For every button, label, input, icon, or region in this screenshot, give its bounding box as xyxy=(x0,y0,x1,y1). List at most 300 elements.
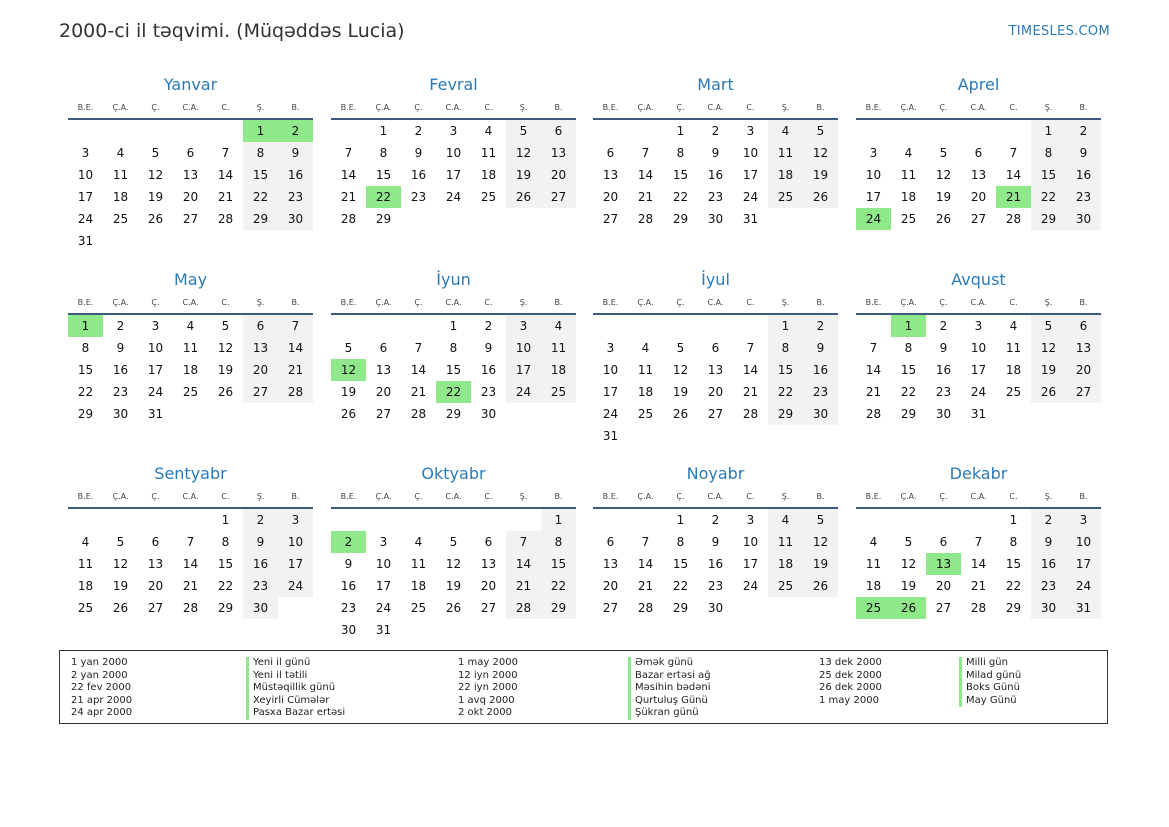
day-cell: 28 xyxy=(410,407,427,421)
day-cell: 3 xyxy=(379,535,388,549)
week-row xyxy=(68,164,313,186)
day-cell: 12 xyxy=(672,363,689,377)
day-cell: 7 xyxy=(974,535,983,549)
legend-names-1 xyxy=(246,657,345,720)
day-cell: 16 xyxy=(278,164,313,186)
day-cell: 26 xyxy=(445,601,462,615)
legend-date: 13 dek 2000 xyxy=(819,657,882,668)
day-cell: 23 xyxy=(1031,575,1066,597)
month-block xyxy=(593,72,838,230)
day-cell: 22 xyxy=(768,381,803,403)
day-cell: 1 xyxy=(379,124,388,138)
day-cell: 7 xyxy=(344,146,353,160)
legend-names-2 xyxy=(628,657,711,720)
weekday-label: C.A. xyxy=(707,492,724,501)
day-cell: 26 xyxy=(217,385,234,399)
legend-holiday-name: Milad günü xyxy=(966,669,1022,681)
week-row xyxy=(593,164,838,186)
weekday-header xyxy=(68,293,313,315)
weekday-label: B. xyxy=(291,492,300,501)
day-cell: 20 xyxy=(602,190,619,204)
day-cell: 5 xyxy=(939,146,948,160)
weekday-label: C. xyxy=(221,492,230,501)
weekday-label: Ş. xyxy=(1044,492,1053,501)
day-cell: 22 xyxy=(672,190,689,204)
week-row xyxy=(856,403,1101,425)
weekday-header xyxy=(331,293,576,315)
weekday-label: Ç. xyxy=(939,492,948,501)
day-cell xyxy=(103,230,138,252)
day-cell: 21 xyxy=(742,385,759,399)
day-cell: 12 xyxy=(803,531,838,553)
weekday-label: C. xyxy=(1009,103,1018,112)
day-cell: 12 xyxy=(506,142,541,164)
week-row xyxy=(856,531,1101,553)
day-cell xyxy=(103,509,138,531)
day-cell xyxy=(68,509,103,531)
day-cell: 27 xyxy=(147,601,164,615)
day-cell: 20 xyxy=(970,190,987,204)
day-cell: 5 xyxy=(904,535,913,549)
day-cell xyxy=(436,619,471,641)
holiday-day-cell: 26 xyxy=(891,597,926,619)
weekday-label: C.A. xyxy=(707,103,724,112)
weekday-label: C. xyxy=(1009,298,1018,307)
week-row xyxy=(331,619,576,641)
day-cell: 30 xyxy=(707,212,724,226)
day-cell: 6 xyxy=(243,315,278,337)
day-cell: 25 xyxy=(768,575,803,597)
day-cell: 8 xyxy=(221,535,230,549)
day-cell: 14 xyxy=(742,363,759,377)
day-cell: 4 xyxy=(541,315,576,337)
day-cell: 14 xyxy=(1005,168,1022,182)
day-cell: 16 xyxy=(112,363,129,377)
month-name: Sentyabr xyxy=(154,464,227,483)
day-cell: 23 xyxy=(707,190,724,204)
day-cell: 6 xyxy=(186,146,195,160)
day-cell: 24 xyxy=(77,212,94,226)
day-cell: 15 xyxy=(445,363,462,377)
legend-holiday-name: Yeni il tətili xyxy=(253,669,308,681)
day-cell xyxy=(208,120,243,142)
day-cell: 11 xyxy=(112,168,129,182)
day-cell: 17 xyxy=(1066,553,1101,575)
week-row xyxy=(331,315,576,337)
day-cell: 17 xyxy=(742,168,759,182)
day-cell: 10 xyxy=(278,531,313,553)
day-cell: 15 xyxy=(541,553,576,575)
day-cell: 30 xyxy=(1066,208,1101,230)
holiday-day-cell: 1 xyxy=(891,315,926,337)
day-cell: 15 xyxy=(243,164,278,186)
day-cell: 22 xyxy=(243,186,278,208)
weekday-label: C. xyxy=(746,492,755,501)
week-row xyxy=(68,403,313,425)
weekday-label: C.A. xyxy=(445,298,462,307)
day-cell: 23 xyxy=(243,575,278,597)
day-cell: 26 xyxy=(340,407,357,421)
day-cell: 21 xyxy=(340,190,357,204)
day-cell: 4 xyxy=(186,319,195,333)
month-name: İyun xyxy=(436,270,471,289)
day-cell xyxy=(803,208,838,230)
weekday-header xyxy=(856,293,1101,315)
weekday-label: B.E. xyxy=(340,492,357,501)
legend-holiday-name: Məsihin bədəni xyxy=(635,682,711,694)
day-cell: 16 xyxy=(1031,553,1066,575)
week-row xyxy=(856,381,1101,403)
week-row xyxy=(593,381,838,403)
weekday-header xyxy=(68,98,313,120)
day-cell: 11 xyxy=(637,363,654,377)
day-cell: 17 xyxy=(602,385,619,399)
week-row xyxy=(331,337,576,359)
weekday-label: C.A. xyxy=(445,103,462,112)
month-name: Oktyabr xyxy=(421,464,486,483)
day-cell: 24 xyxy=(278,575,313,597)
weekday-label: Ş. xyxy=(781,298,790,307)
day-cell xyxy=(698,315,733,337)
day-cell: 2 xyxy=(484,319,493,333)
day-cell: 11 xyxy=(768,142,803,164)
weekday-header xyxy=(593,293,838,315)
weekday-label: C. xyxy=(484,492,493,501)
day-cell: 24 xyxy=(445,190,462,204)
week-row xyxy=(331,381,576,403)
day-cell: 28 xyxy=(970,601,987,615)
legend-holiday-name: Qurtuluş Günü xyxy=(635,694,708,706)
weekday-label: Ç.A. xyxy=(900,103,917,112)
day-cell: 12 xyxy=(445,557,462,571)
weekday-label: Ç.A. xyxy=(375,298,392,307)
weekday-label: Ç.A. xyxy=(637,492,654,501)
month-block xyxy=(68,72,313,252)
day-cell: 10 xyxy=(742,146,759,160)
weekday-label: Ç. xyxy=(676,103,685,112)
day-cell: 3 xyxy=(506,315,541,337)
legend-date: 22 iyn 2000 xyxy=(458,682,518,694)
day-cell: 25 xyxy=(410,601,427,615)
day-cell: 7 xyxy=(641,535,650,549)
day-cell: 31 xyxy=(742,212,759,226)
weekday-label: C.A. xyxy=(970,103,987,112)
day-cell xyxy=(138,230,173,252)
day-cell: 30 xyxy=(480,407,497,421)
day-cell: 19 xyxy=(1031,359,1066,381)
day-cell: 9 xyxy=(116,341,125,355)
day-cell xyxy=(173,403,208,425)
legend-holiday-name: Pasxa Bazar ertəsi xyxy=(253,707,346,719)
day-cell: 16 xyxy=(410,168,427,182)
day-cell: 9 xyxy=(803,337,838,359)
day-cell: 4 xyxy=(484,124,493,138)
day-cell: 30 xyxy=(112,407,129,421)
day-cell xyxy=(768,597,803,619)
day-cell: 27 xyxy=(970,212,987,226)
day-cell: 24 xyxy=(506,381,541,403)
weekday-label: C. xyxy=(221,298,230,307)
day-cell: 23 xyxy=(112,385,129,399)
holiday-day-cell: 1 xyxy=(243,120,278,142)
week-row xyxy=(68,208,313,230)
day-cell: 17 xyxy=(865,190,882,204)
day-cell: 21 xyxy=(410,385,427,399)
day-cell: 26 xyxy=(147,212,164,226)
week-row xyxy=(68,381,313,403)
weekday-header xyxy=(331,487,576,509)
day-cell: 21 xyxy=(970,579,987,593)
weekday-label: B.E. xyxy=(865,103,882,112)
day-cell: 10 xyxy=(865,168,882,182)
day-cell xyxy=(663,425,698,447)
day-cell: 9 xyxy=(344,557,353,571)
month-block xyxy=(593,461,838,619)
day-cell: 10 xyxy=(445,146,462,160)
day-cell: 2 xyxy=(803,315,838,337)
day-cell: 15 xyxy=(1005,557,1022,571)
weekday-label: Ş. xyxy=(1044,298,1053,307)
weekday-label: Ç. xyxy=(151,103,160,112)
month-block xyxy=(593,267,838,447)
month-block xyxy=(331,72,576,230)
day-cell: 28 xyxy=(637,601,654,615)
day-cell: 27 xyxy=(375,407,392,421)
week-row xyxy=(331,597,576,619)
day-cell: 3 xyxy=(449,124,458,138)
weekday-label: Ş. xyxy=(781,492,790,501)
day-cell: 13 xyxy=(602,168,619,182)
weekday-label: Ç.A. xyxy=(900,492,917,501)
day-cell: 13 xyxy=(147,557,164,571)
day-cell: 9 xyxy=(484,341,493,355)
day-cell: 23 xyxy=(278,186,313,208)
legend-holiday-name: Bazar ertəsi ağ xyxy=(635,669,711,681)
day-cell: 27 xyxy=(480,601,497,615)
weekday-label: Ş. xyxy=(256,103,265,112)
day-cell xyxy=(733,315,768,337)
day-cell xyxy=(173,230,208,252)
day-cell: 24 xyxy=(742,190,759,204)
day-cell: 8 xyxy=(904,341,913,355)
day-cell: 10 xyxy=(1066,531,1101,553)
day-cell: 6 xyxy=(541,120,576,142)
day-cell: 8 xyxy=(449,341,458,355)
week-row xyxy=(68,186,313,208)
weekday-label: B. xyxy=(554,103,563,112)
day-cell: 5 xyxy=(676,341,685,355)
day-cell: 6 xyxy=(1066,315,1101,337)
weekday-label: B.E. xyxy=(602,298,619,307)
day-cell xyxy=(173,509,208,531)
weekday-label: B. xyxy=(1079,492,1088,501)
day-cell: 9 xyxy=(1031,531,1066,553)
day-cell: 25 xyxy=(1005,385,1022,399)
legend-holiday-name: Şükran günü xyxy=(635,707,699,719)
legend-date: 1 yan 2000 xyxy=(71,657,128,668)
day-cell: 2 xyxy=(939,319,948,333)
day-cell: 12 xyxy=(1031,337,1066,359)
day-cell: 15 xyxy=(768,359,803,381)
day-cell: 9 xyxy=(711,146,720,160)
legend-date: 12 iyn 2000 xyxy=(458,669,518,681)
weekday-label: C. xyxy=(746,298,755,307)
day-cell xyxy=(628,120,663,142)
week-row xyxy=(331,403,576,425)
day-cell: 21 xyxy=(637,579,654,593)
day-cell: 4 xyxy=(768,120,803,142)
day-cell: 9 xyxy=(243,531,278,553)
day-cell: 30 xyxy=(1031,597,1066,619)
day-cell: 11 xyxy=(768,531,803,553)
day-cell: 15 xyxy=(77,363,94,377)
brand-link[interactable]: TIMESLES.COM xyxy=(1008,24,1110,39)
week-row xyxy=(68,337,313,359)
day-cell xyxy=(243,230,278,252)
week-row xyxy=(593,509,838,531)
day-cell xyxy=(628,509,663,531)
weekday-label: Ç.A. xyxy=(375,103,392,112)
day-cell: 12 xyxy=(900,557,917,571)
week-row xyxy=(68,509,313,531)
day-cell: 19 xyxy=(147,190,164,204)
day-cell: 21 xyxy=(182,579,199,593)
day-cell: 11 xyxy=(480,146,497,160)
day-cell: 19 xyxy=(506,164,541,186)
day-cell: 17 xyxy=(506,359,541,381)
day-cell: 27 xyxy=(602,601,619,615)
day-cell xyxy=(541,403,576,425)
day-cell xyxy=(173,120,208,142)
week-row xyxy=(856,553,1101,575)
day-cell: 29 xyxy=(541,597,576,619)
day-cell: 11 xyxy=(1005,341,1022,355)
week-row xyxy=(331,553,576,575)
day-cell: 9 xyxy=(939,341,948,355)
day-cell: 6 xyxy=(484,535,493,549)
day-cell xyxy=(926,509,961,531)
week-row xyxy=(331,208,576,230)
holiday-day-cell: 2 xyxy=(331,531,366,553)
day-cell: 29 xyxy=(672,601,689,615)
day-cell: 24 xyxy=(742,579,759,593)
month-block xyxy=(331,267,576,425)
weekday-label: B.E. xyxy=(77,492,94,501)
legend-date: 24 apr 2000 xyxy=(71,707,133,719)
day-cell: 14 xyxy=(410,363,427,377)
month-block xyxy=(331,461,576,641)
month-block xyxy=(68,267,313,425)
day-cell xyxy=(996,120,1031,142)
week-row xyxy=(593,575,838,597)
day-cell: 28 xyxy=(182,601,199,615)
day-cell: 1 xyxy=(221,513,230,527)
day-cell: 21 xyxy=(865,385,882,399)
day-cell: 22 xyxy=(1031,186,1066,208)
day-cell xyxy=(856,509,891,531)
day-cell xyxy=(996,403,1031,425)
weekday-label: Ş. xyxy=(519,103,528,112)
day-cell: 5 xyxy=(449,535,458,549)
day-cell: 29 xyxy=(672,212,689,226)
legend-date: 1 may 2000 xyxy=(458,657,518,668)
day-cell xyxy=(593,509,628,531)
day-cell: 22 xyxy=(900,385,917,399)
day-cell: 1 xyxy=(1009,513,1018,527)
week-row xyxy=(68,315,313,337)
day-cell: 18 xyxy=(480,168,497,182)
weekday-label: B. xyxy=(1079,103,1088,112)
day-cell: 3 xyxy=(81,146,90,160)
day-cell xyxy=(138,120,173,142)
legend-date: 21 apr 2000 xyxy=(71,694,133,706)
day-cell: 13 xyxy=(970,168,987,182)
day-cell: 8 xyxy=(1009,535,1018,549)
day-cell: 20 xyxy=(182,190,199,204)
weekday-label: B.E. xyxy=(865,492,882,501)
day-cell: 4 xyxy=(768,509,803,531)
weekday-label: C.A. xyxy=(182,492,199,501)
day-cell: 14 xyxy=(340,168,357,182)
day-cell: 28 xyxy=(217,212,234,226)
day-cell: 31 xyxy=(375,623,392,637)
day-cell: 10 xyxy=(375,557,392,571)
week-row xyxy=(68,142,313,164)
day-cell: 22 xyxy=(1005,579,1022,593)
day-cell: 25 xyxy=(541,381,576,403)
day-cell: 5 xyxy=(506,120,541,142)
week-row xyxy=(331,531,576,553)
day-cell: 11 xyxy=(410,557,427,571)
weekday-label: C.A. xyxy=(970,492,987,501)
day-cell xyxy=(926,120,961,142)
day-cell: 7 xyxy=(1009,146,1018,160)
day-cell: 28 xyxy=(1005,212,1022,226)
day-cell: 20 xyxy=(375,385,392,399)
day-cell: 7 xyxy=(221,146,230,160)
day-cell: 17 xyxy=(445,168,462,182)
day-cell: 6 xyxy=(606,535,615,549)
weekday-label: Ş. xyxy=(1044,103,1053,112)
day-cell: 12 xyxy=(935,168,952,182)
day-cell: 26 xyxy=(803,575,838,597)
weekday-label: Ş. xyxy=(519,492,528,501)
weekday-label: B. xyxy=(554,298,563,307)
month-name: Noyabr xyxy=(686,464,745,483)
weekday-header xyxy=(593,98,838,120)
day-cell: 29 xyxy=(77,407,94,421)
day-cell: 22 xyxy=(77,385,94,399)
day-cell: 24 xyxy=(375,601,392,615)
day-cell: 5 xyxy=(151,146,160,160)
week-row xyxy=(331,575,576,597)
day-cell xyxy=(68,120,103,142)
day-cell: 26 xyxy=(506,186,541,208)
month-name: May xyxy=(173,270,208,289)
holiday-legend xyxy=(59,650,1108,724)
day-cell: 16 xyxy=(935,363,952,377)
day-cell: 10 xyxy=(602,363,619,377)
day-cell: 2 xyxy=(711,124,720,138)
day-cell: 26 xyxy=(672,407,689,421)
holiday-day-cell: 2 xyxy=(278,120,313,142)
week-row xyxy=(593,142,838,164)
weekday-label: C.A. xyxy=(182,103,199,112)
month-block xyxy=(856,72,1101,230)
week-row xyxy=(593,337,838,359)
day-cell: 27 xyxy=(602,212,619,226)
month-block xyxy=(856,461,1101,619)
